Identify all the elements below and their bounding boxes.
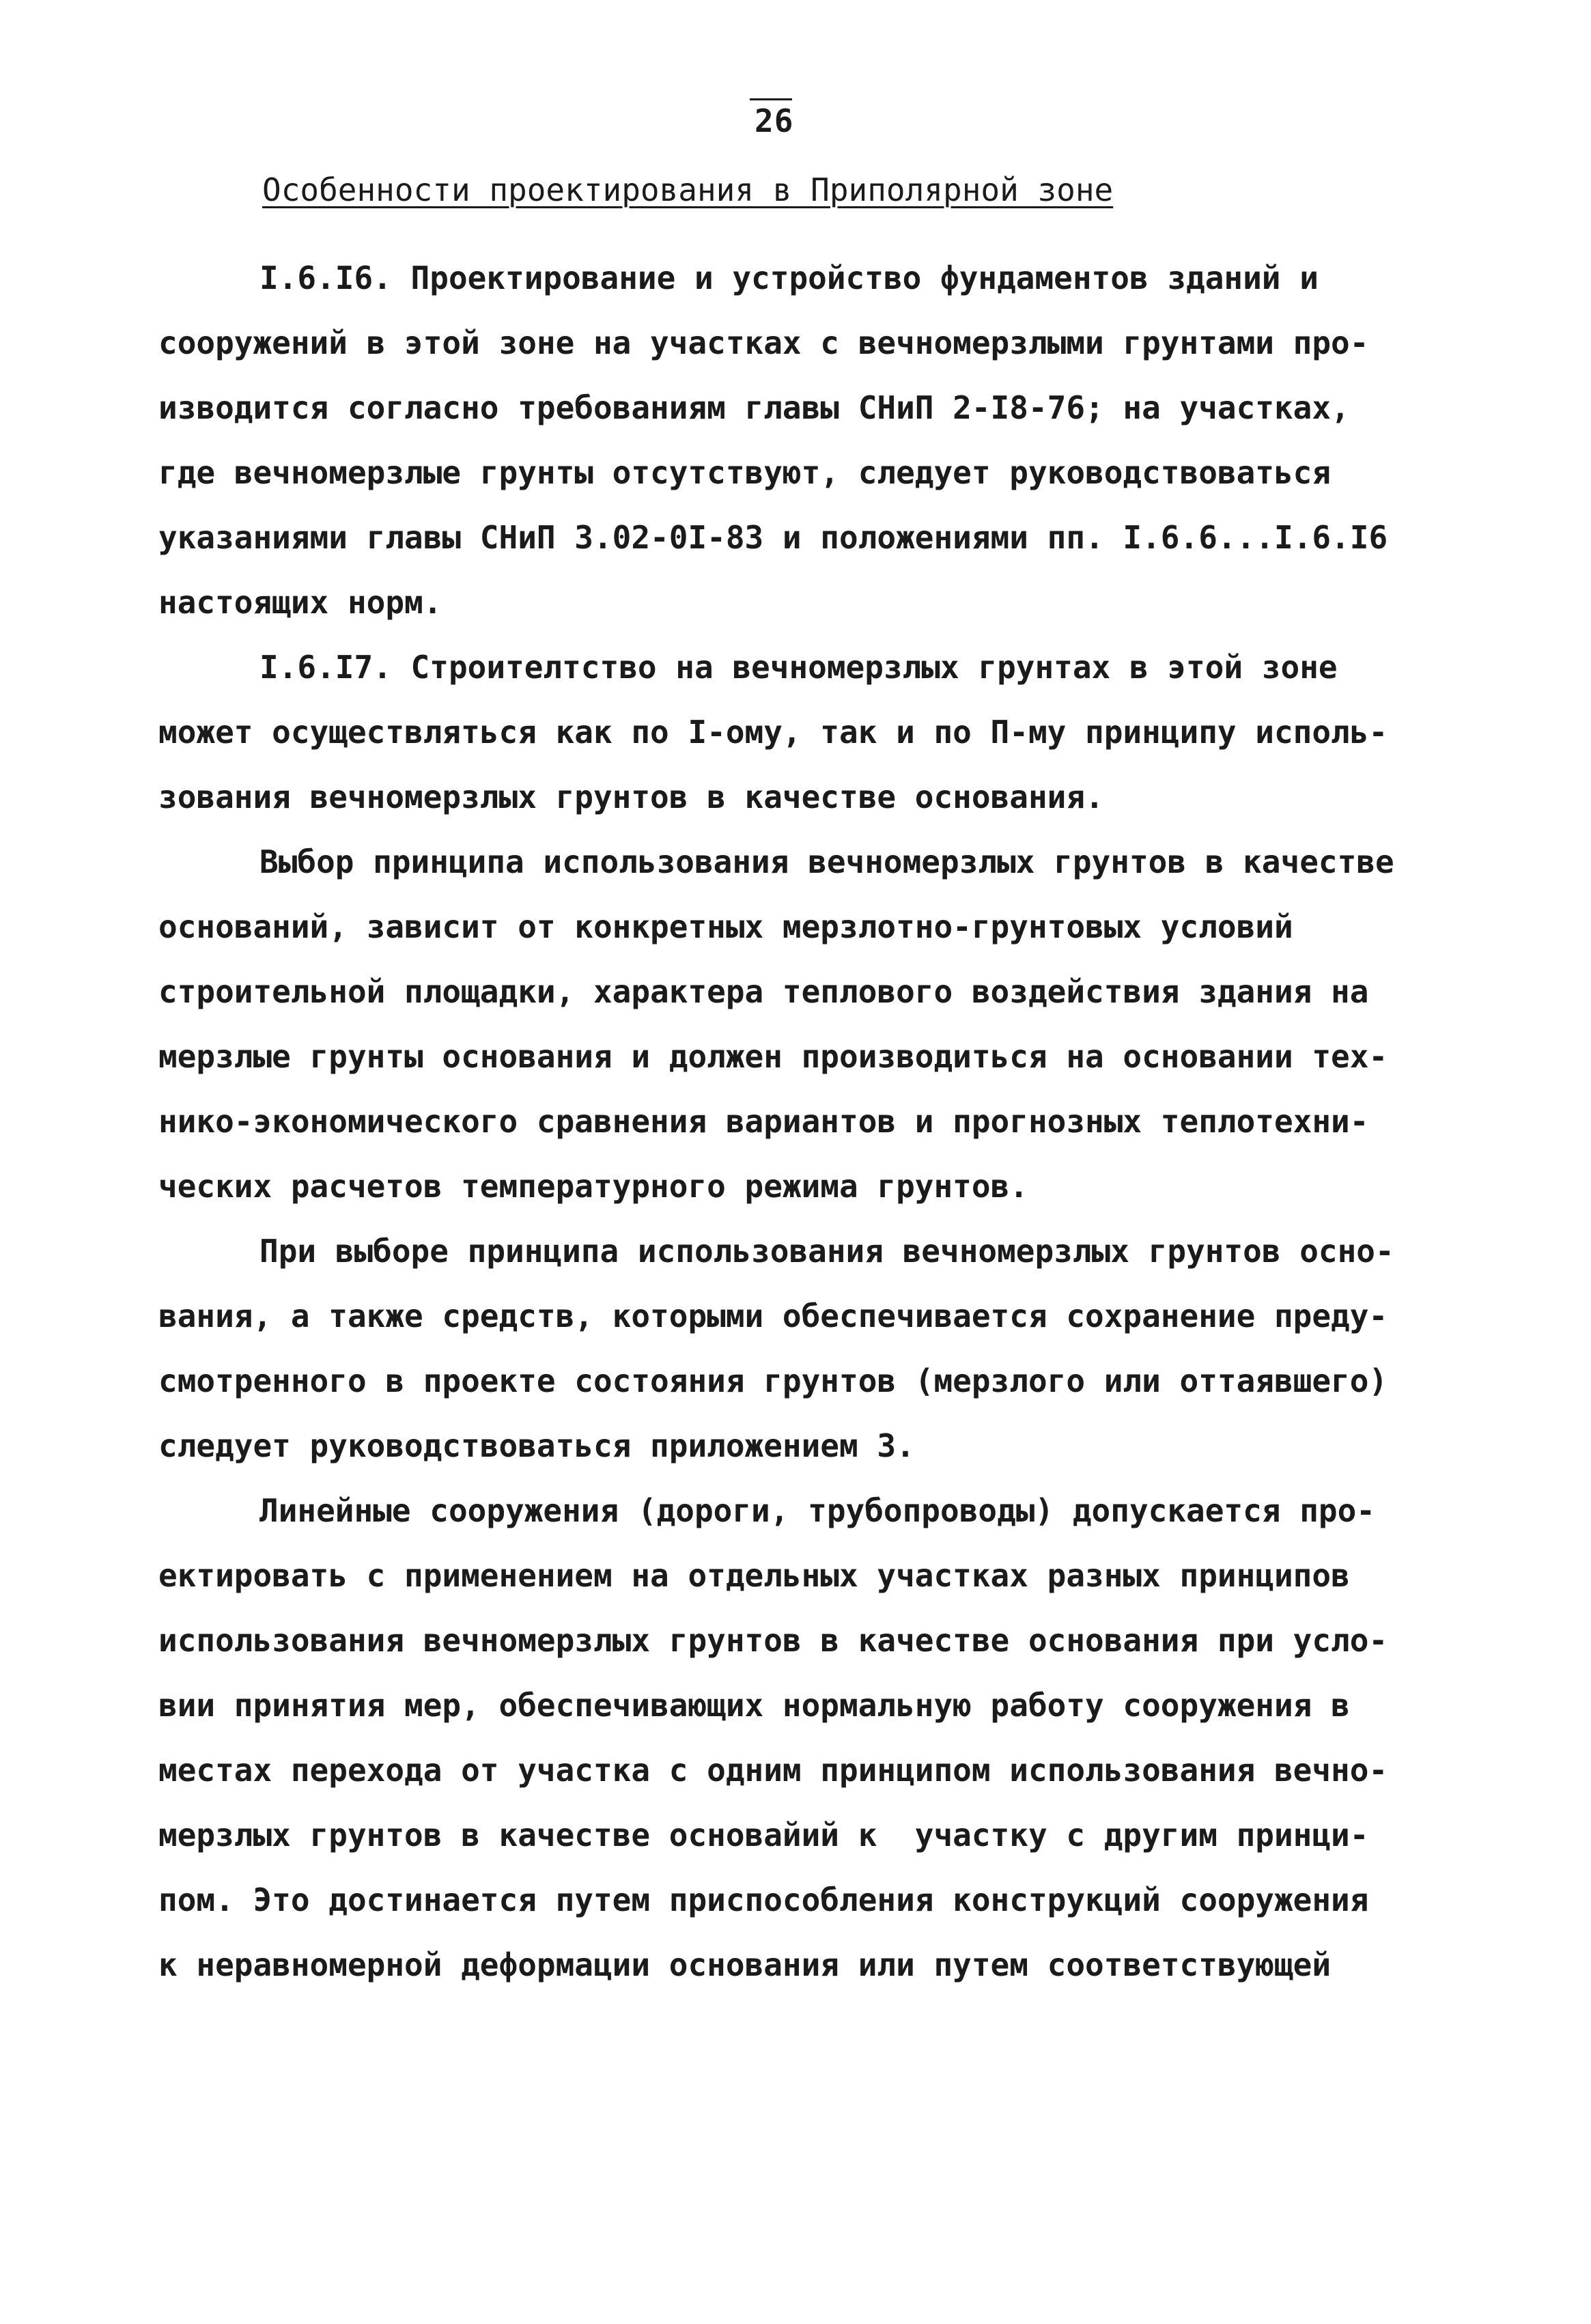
text-line: указаниями главы СНиП 3.02-0I-83 и положениями пп. I.6.6...I.6.I6 — [158, 519, 1388, 556]
text-line: может осуществляться как по I-ому, так и по П-му принципу исполь- — [158, 714, 1388, 751]
text-line: пом. Это достинается путем приспособления конструкций сооружения — [158, 1881, 1369, 1918]
text-line: к неравномерной деформации основания или путем соответствующей — [158, 1946, 1332, 1983]
text-line: настоящих норм. — [158, 584, 442, 621]
text-line: следует руководствоваться приложением 3. — [158, 1427, 915, 1464]
text-line: сооружений в этой зоне на участках с вечномерзлыми грунтами про- — [158, 324, 1369, 361]
text-line: зования вечномерзлых грунтов в качестве основания. — [158, 779, 1104, 815]
text-line: использования вечномерзлых грунтов в качестве основания при усло- — [158, 1622, 1388, 1659]
paragraph-1-6-17 — [158, 635, 1456, 830]
text-line: оснований, зависит от конкретных мерзлотно-грунтовых условий — [158, 908, 1293, 945]
text-line: мерзлых грунтов в качестве основайий к участку с другим принци- — [158, 1817, 1369, 1853]
paragraph-linear-structures — [158, 1479, 1456, 1998]
text-line: где вечномерзлые грунты отсутствуют, следует руководствоваться — [158, 454, 1332, 491]
text-line: мерзлые грунты основания и должен производиться на основании тех- — [158, 1038, 1388, 1075]
paragraph-appendix-reference — [158, 1219, 1456, 1479]
text-line: вии принятия мер, обеспечивающих нормальную работу сооружения в — [158, 1687, 1350, 1724]
paragraph-principle-choice — [158, 830, 1456, 1219]
section-heading: Особенности проектирования в Приполярной зоне — [262, 171, 1114, 208]
text-line: Выбор принципа использования вечномерзлых грунтов в качестве — [259, 843, 1394, 880]
body-text — [158, 246, 1456, 1998]
page-number: 26 — [755, 102, 794, 139]
text-line: нико-экономического сравнения вариантов и прогнозных теплотехни- — [158, 1103, 1369, 1140]
text-line: местах перехода от участка с одним принципом использования вечно- — [158, 1752, 1388, 1789]
page-number-mark — [750, 98, 792, 100]
text-line: I.6.I6. Проектирование и устройство фундаментов зданий и — [259, 260, 1319, 296]
paragraph-1-6-16 — [158, 246, 1456, 635]
text-line: При выборе принципа использования вечномерзлых грунтов осно- — [259, 1233, 1394, 1270]
text-line: Линейные сооружения (дороги, трубопроводы) допускается про- — [259, 1492, 1375, 1529]
text-line: смотренного в проекте состояния грунтов (мерзлого или оттаявшего) — [158, 1362, 1388, 1399]
text-line: ческих расчетов температурного режима грунтов. — [158, 1168, 1028, 1205]
text-line: строительной площадки, характера теплового воздействия здания на — [158, 973, 1369, 1010]
text-line: I.6.I7. Строителтство на вечномерзлых грунтах в этой зоне — [259, 649, 1338, 686]
text-line: изводится согласно требованиям главы СНиП 2-I8-76; на участках, — [158, 389, 1350, 426]
text-line: ектировать с применением на отдельных участках разных принципов — [158, 1557, 1350, 1594]
text-line: вания, а также средств, которыми обеспечивается сохранение преду- — [158, 1298, 1388, 1334]
